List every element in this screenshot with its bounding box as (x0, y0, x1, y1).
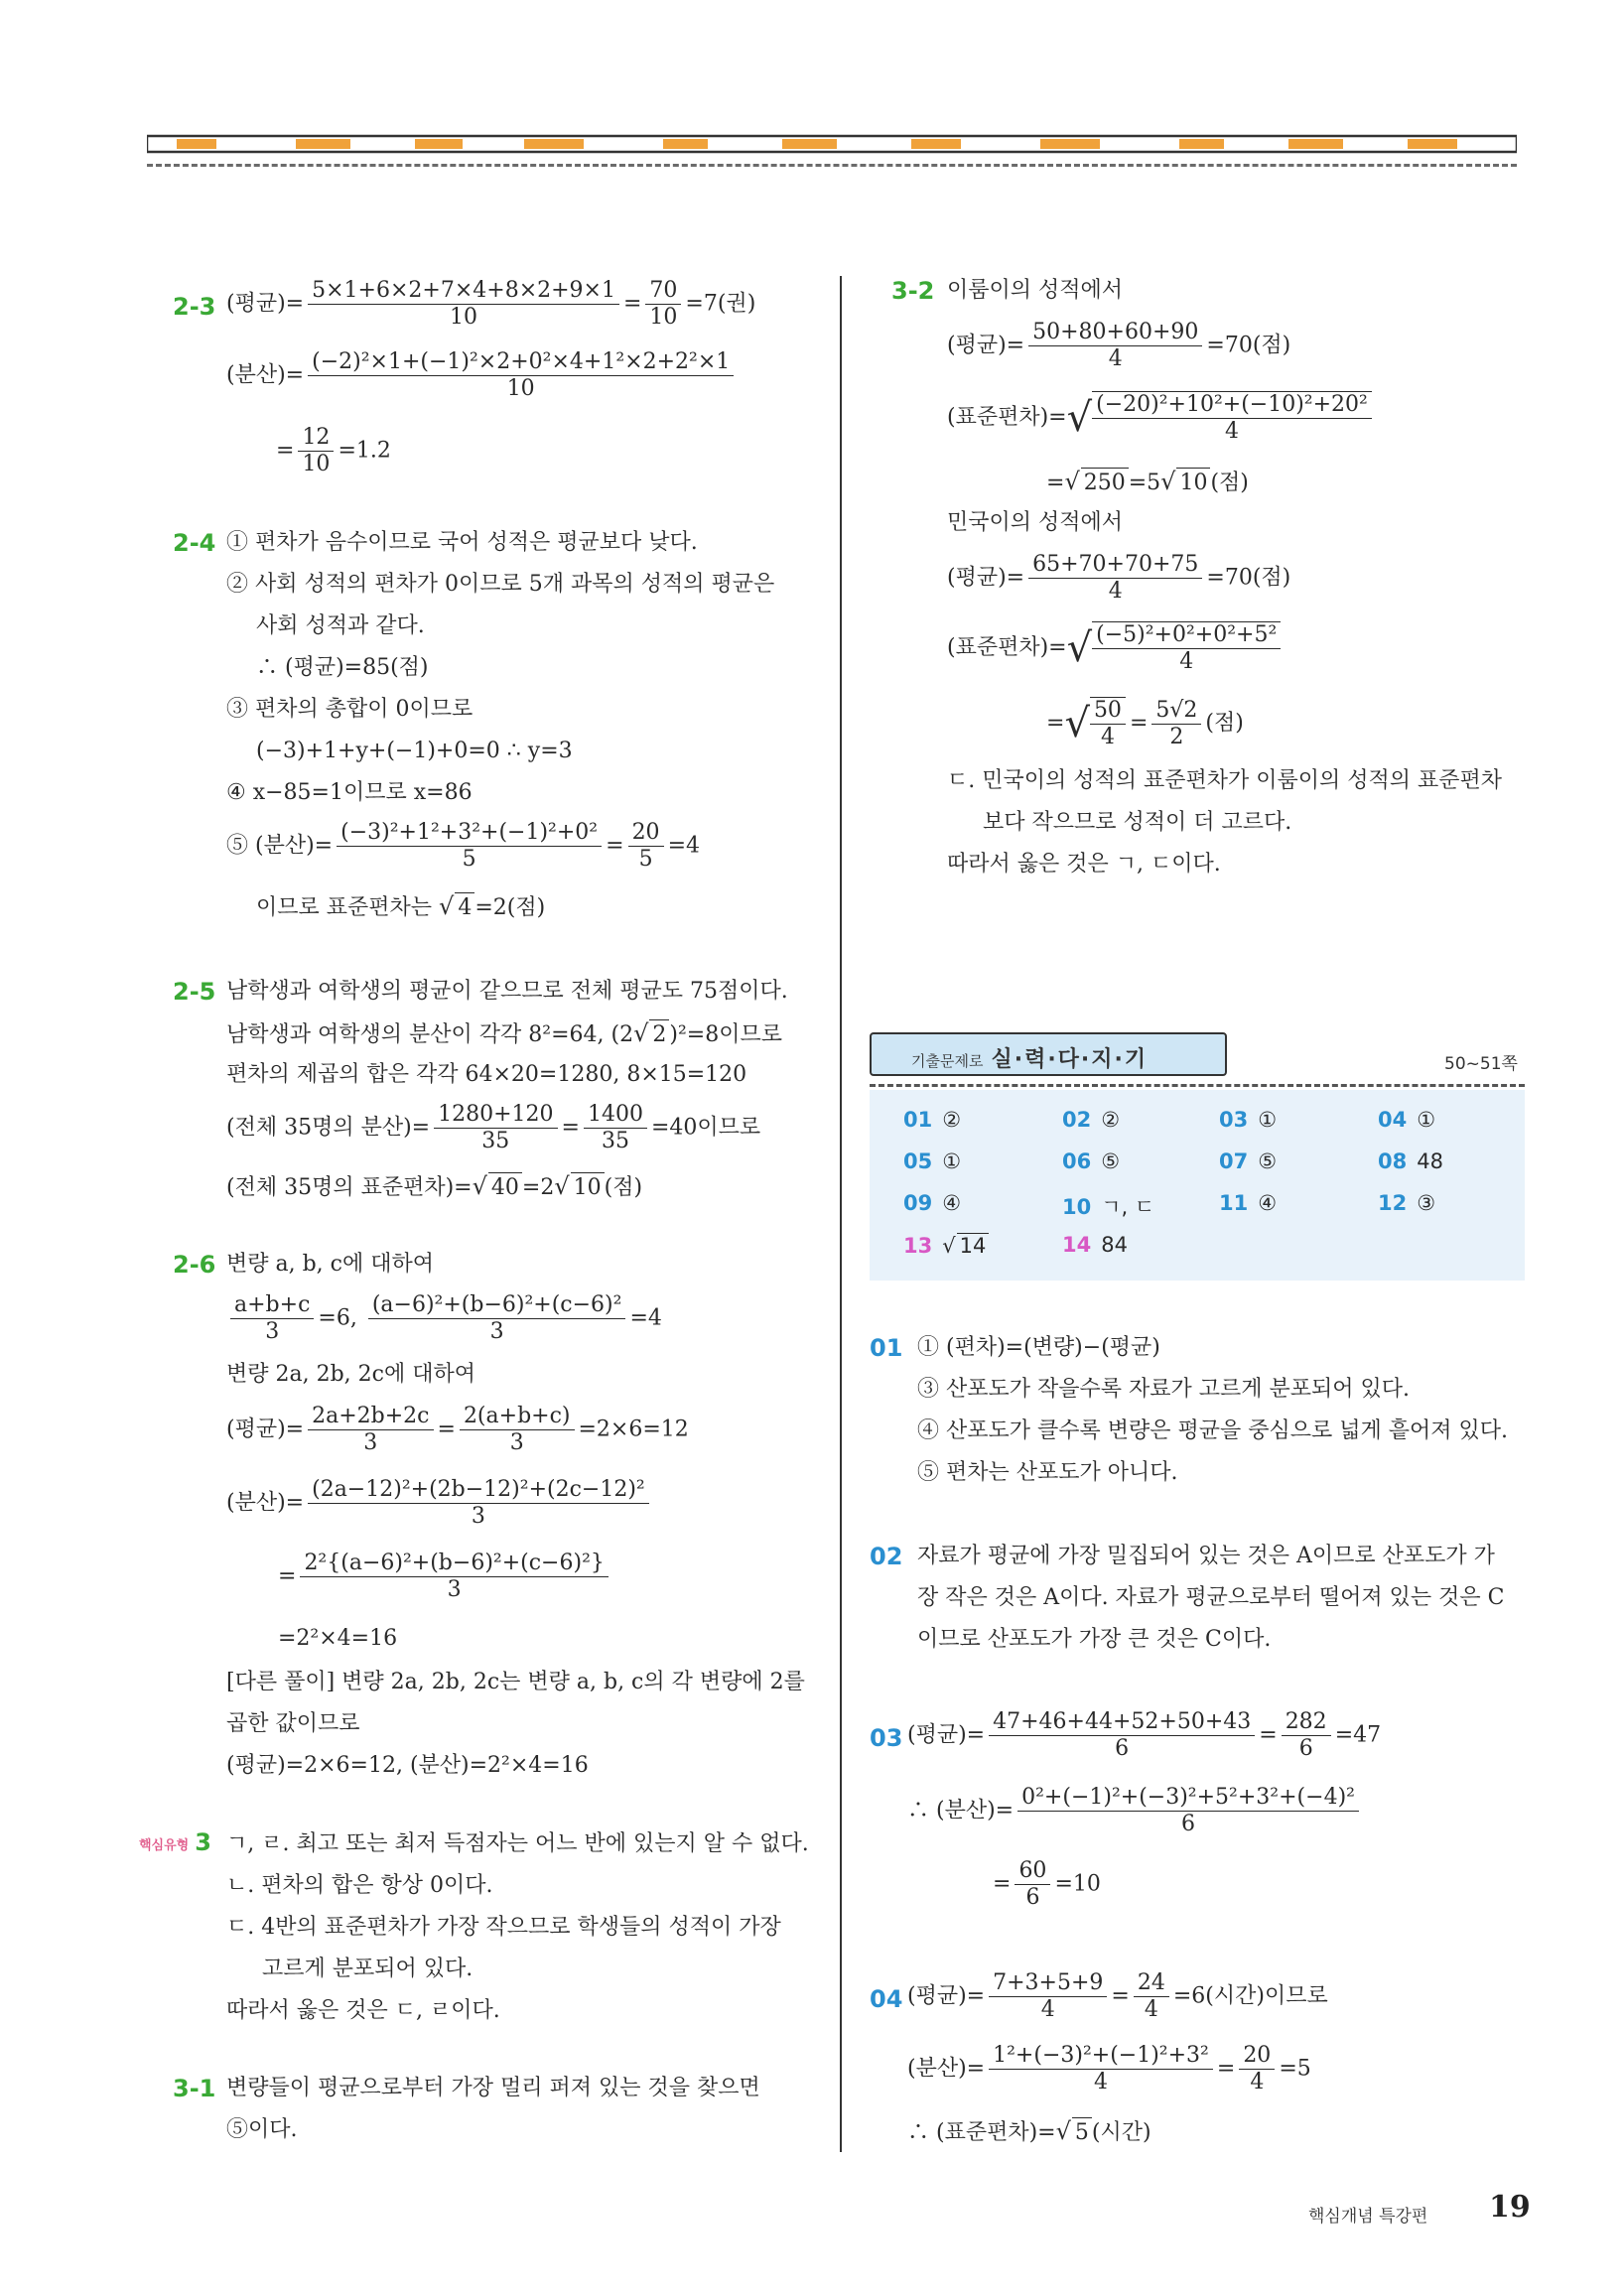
s02-line-2: 장 작은 것은 A이다. 자료가 평균으로부터 떨어져 있는 것은 C (917, 1585, 1505, 1610)
section-label-03: 03 (870, 1724, 903, 1752)
answer-item: 02 ② (1062, 1108, 1121, 1132)
s31-line-2: ⑤이다. (226, 2117, 298, 2142)
s32-line-4: =√ 250 =5√ 10 (점) (1046, 467, 1249, 498)
s23-result-line: = $\frac{12}{10}$ =1.2 (276, 425, 391, 476)
s32-line-9: ㄷ. 민국이의 성적의 표준편차가 이룸이의 성적의 표준편차 (947, 768, 1503, 793)
s3-line-4: 고르게 분포되어 있다. (262, 1957, 474, 1981)
s24-line-9: 이므로 표준편차는 √ 4 =2(점) (256, 891, 545, 923)
s3-line-1: ㄱ, ㄹ. 최고 또는 최저 득점자는 어느 반에 있는지 알 수 없다. (226, 1831, 809, 1856)
answer-item: 08 48 (1378, 1149, 1443, 1173)
s04-line-1: (평균)= $\frac{7+3+5+9}{4}$ = $\frac{24}{4}$ =6(시간)이므로 (907, 1970, 1328, 2022)
s3-line-2: ㄴ. 편차의 합은 항상 0이다. (226, 1873, 493, 1898)
answer-item: 10 ㄱ, ㄷ (1062, 1195, 1155, 1219)
answer-box-header: 기출문제로 실·력·다·지·기 (870, 1032, 1227, 1076)
s24-line-1: ① 편차가 음수이므로 국어 성적은 평균보다 낮다. (226, 530, 698, 555)
s25-line-5: (전체 35명의 표준편차)=√ 40 =2√ 10 (점) (226, 1171, 642, 1203)
section-label-2-5: 2-5 (173, 978, 216, 1006)
s26-line-5: (분산)= $\frac{\text{(2a−12)²+(2b−12)²+(2c−12)²}}{3}$ (226, 1477, 653, 1530)
answer-item: 03 ① (1219, 1108, 1278, 1132)
column-divider (840, 276, 842, 2152)
section-label-2-3: 2-3 (173, 293, 216, 321)
header-dashed-line (147, 164, 1517, 167)
answer-item: 12 ③ (1378, 1191, 1436, 1215)
s25-line-2: 남학생과 여학생의 분산이 각각 8²=64, (2√ 2 )²=8이므로 (226, 1018, 782, 1050)
s02-line-3: 이므로 산포도가 가장 큰 것은 C이다. (917, 1627, 1272, 1652)
s26-line-6: = $\frac{\text{2²\{(a−6)²+(b−6)²+(c−6)²\}}}{3}$ (278, 1551, 612, 1603)
answer-box-pages: 50~51쪽 (1444, 1054, 1518, 1074)
core-type-tag: 핵심유형 (139, 1837, 190, 1853)
answer-item: 04 ① (1378, 1108, 1436, 1132)
answer-item: 05 ① (903, 1149, 962, 1173)
answer-box-dashed-line (870, 1084, 1525, 1087)
section-label-2-4: 2-4 (173, 529, 216, 557)
s26-line-2: $\frac{a+b+c}{3}$ =6, $\frac{\text{(a−6)²+(b−6)²+(c−6)²}}{3}$ =4 (226, 1292, 662, 1345)
s26-line-8: [다른 풀이] 변량 2a, 2b, 2c는 변량 a, b, c의 각 변량에 2를 (226, 1670, 805, 1694)
answer-item: 09 ④ (903, 1191, 962, 1215)
s25-line-4: (전체 35명의 분산)= $\frac{1280+120}{35}$ = $\frac{1400}{35}$ =40이므로 (226, 1102, 761, 1153)
section-label-3-2: 3-2 (891, 277, 935, 305)
section-label-04: 04 (870, 1985, 903, 2013)
s03-line-2: ∴ (분산)= $\frac{\text{0²+(−1)²+(−3)²+5²+3²+(−4)²}}{6}$ (907, 1785, 1363, 1837)
s24-line-6: (−3)+1+y+(−1)+0=0 ∴ y=3 (256, 739, 573, 763)
s02-line-1: 자료가 평균에 가장 밀집되어 있는 것은 A이므로 산포도가 가 (917, 1544, 1495, 1568)
s32-line-10: 보다 작으므로 성적이 더 고르다. (983, 810, 1292, 835)
s03-line-1: (평균)= $\frac{47+46+44+52+50+43}{6}$ = $\frac{282}{6}$ =47 (907, 1709, 1382, 1761)
s24-line-5: ③ 편차의 총합이 0이므로 (226, 697, 474, 722)
header-tape-decoration (147, 132, 1517, 156)
s32-line-8: =√ $\frac{50}{4}$ = $\frac{5√2}{2}$ (점) (1046, 697, 1244, 749)
s04-line-3: ∴ (표준편차)=√ 5 (시간) (907, 2116, 1151, 2148)
section-label-01: 01 (870, 1334, 903, 1362)
s3-line-5: 따라서 옳은 것은 ㄷ, ㄹ이다. (226, 1998, 500, 2023)
s26-line-10: (평균)=2×6=12, (분산)=2²×4=16 (226, 1753, 589, 1778)
s32-line-11: 따라서 옳은 것은 ㄱ, ㄷ이다. (947, 852, 1221, 877)
answer-item: 01 ② (903, 1108, 962, 1132)
answer-item: 07 ⑤ (1219, 1149, 1278, 1173)
answer-box (870, 1090, 1525, 1281)
s26-line-4: (평균)= $\frac{2a+2b+2c}{3}$ = $\frac{2(a+b+c)}{3}$ =2×6=12 (226, 1404, 689, 1455)
s32-line-3: (표준편차)=√ $\frac{\text{(−20)²+10²+(−10)²+20²}}{4}$ (947, 391, 1376, 445)
s32-line-5: 민국이의 성적에서 (947, 510, 1124, 535)
s24-line-4: ∴ (평균)=85(점) (256, 655, 429, 680)
s01-line-1: ① (편차)=(변량)−(평균) (917, 1335, 1160, 1360)
s26-line-1: 변량 a, b, c에 대하여 (226, 1252, 434, 1277)
s24-line-7: ④ x−85=1이므로 x=86 (226, 780, 473, 805)
s01-line-2: ③ 산포도가 작을수록 자료가 고르게 분포되어 있다. (917, 1377, 1410, 1402)
answer-item: 14 84 (1062, 1233, 1128, 1257)
s26-line-9: 곱한 값이므로 (226, 1711, 360, 1736)
s23-variance-line: (분산)= $\frac{\text{(−2)²×1+(−1)²×2+0²×4+1²×2+2²×1}}{10}$ (226, 349, 738, 402)
answer-item: 06 ⑤ (1062, 1149, 1121, 1173)
s03-line-3: = $\frac{60}{6}$ =10 (993, 1858, 1101, 1910)
section-label-3-1: 3-1 (173, 2075, 216, 2102)
s01-line-4: ⑤ 편차는 산포도가 아니다. (917, 1460, 1178, 1485)
s23-mean-line: (평균)= $\frac{5\times 1+6\times 2+7\times 4+8\times 2+9\times 1}{10}$ = $\frac{70}{10}$ =7(권) (226, 278, 756, 330)
section-label-02: 02 (870, 1543, 903, 1570)
s32-line-7: (표준편차)=√ $\frac{\text{(−5)²+0²+0²+5²}}{4}$ (947, 621, 1285, 675)
answer-item: 13 √ 14 (903, 1233, 989, 1258)
s25-line-1: 남학생과 여학생의 평균이 같으므로 전체 평균도 75점이다. (226, 979, 788, 1004)
s24-line-2: ② 사회 성적의 편차가 0이므로 5개 과목의 성적의 평균은 (226, 572, 775, 597)
s26-line-7: =2²×4=16 (278, 1626, 398, 1651)
answer-item: 11 ④ (1219, 1191, 1278, 1215)
s01-line-3: ④ 산포도가 클수록 변량은 평균을 중심으로 넓게 흩어져 있다. (917, 1418, 1508, 1443)
s32-line-2: (평균)= $\frac{50+80+60+90}{4}$ =70(점) (947, 320, 1291, 371)
s32-line-6: (평균)= $\frac{65+70+70+75}{4}$ =70(점) (947, 552, 1291, 604)
s3-line-3: ㄷ. 4반의 표준편차가 가장 작으므로 학생들의 성적이 가장 (226, 1915, 781, 1940)
section-label-3: 핵심유형 3 (139, 1828, 211, 1856)
page-number: 19 (1489, 2190, 1531, 2225)
section-label-2-6: 2-6 (173, 1251, 216, 1279)
s24-line-3: 사회 성적과 같다. (256, 613, 425, 638)
s31-line-1: 변량들이 평균으로부터 가장 멀리 퍼져 있는 것을 찾으면 (226, 2076, 760, 2100)
s25-line-3: 편차의 제곱의 합은 각각 64×20=1280, 8×15=120 (226, 1062, 747, 1087)
s32-line-1: 이룸이의 성적에서 (947, 278, 1124, 303)
book-title: 핵심개념 특강편 (1308, 2207, 1428, 2227)
s26-line-3: 변량 2a, 2b, 2c에 대하여 (226, 1362, 475, 1387)
s24-line-8: ⑤ (분산)= $\frac{\text{(−3)²+1²+3²+(−1)²+0²}}{5}$ = $\frac{20}{5}$ =4 (226, 820, 700, 872)
s04-line-2: (분산)= $\frac{\text{1²+(−3)²+(−1)²+3²}}{4}$ = $\frac{20}{4}$ =5 (907, 2043, 1311, 2094)
